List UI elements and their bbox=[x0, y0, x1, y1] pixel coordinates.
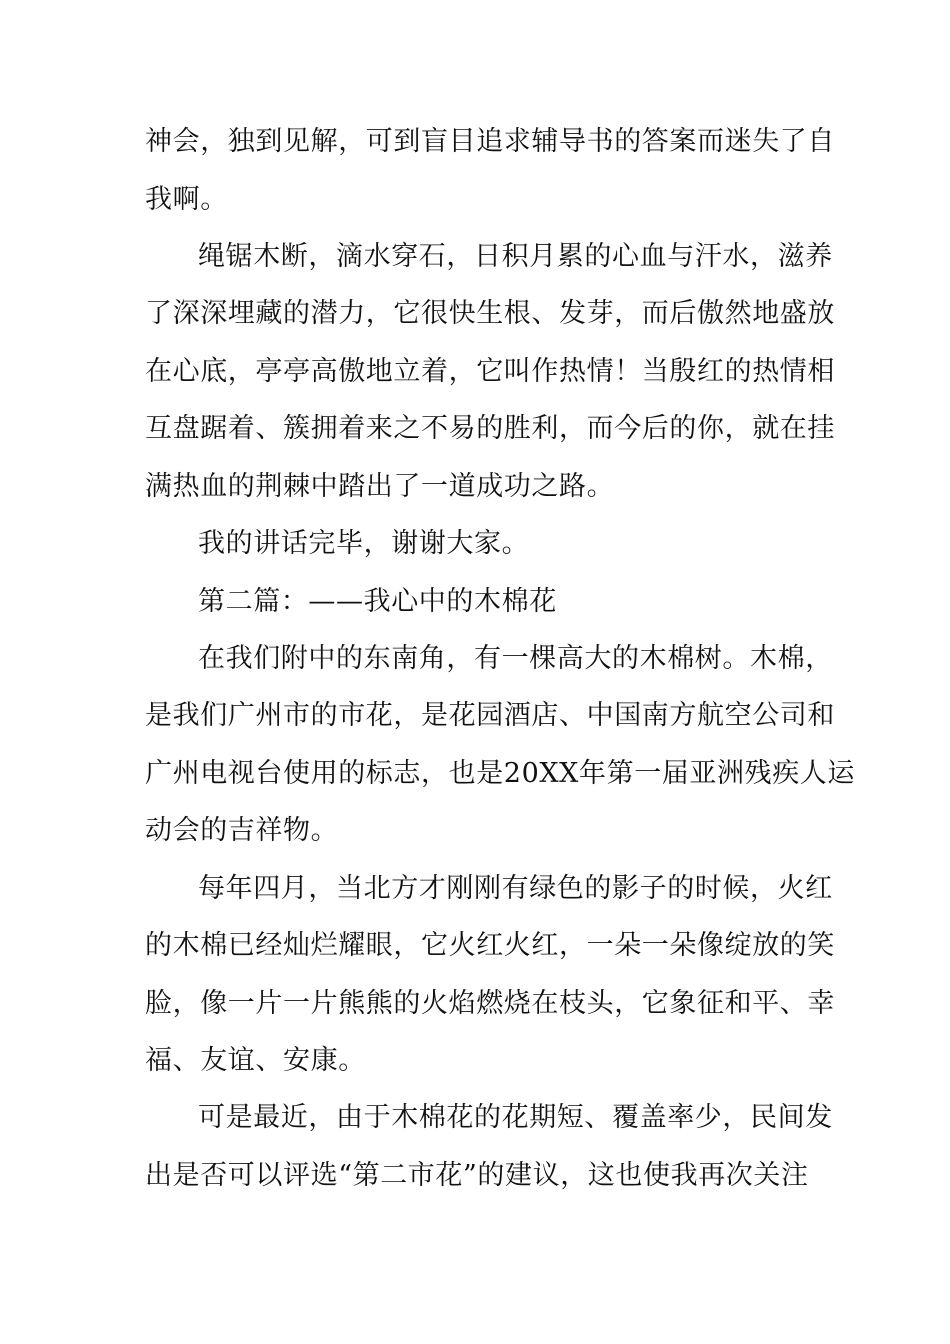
text-line: 动会的吉祥物。 bbox=[145, 815, 339, 846]
text-line: 的木棉已经灿烂耀眼，它火红火红，一朵一朵像绽放的笑 bbox=[145, 930, 835, 961]
text-line: 广州电视台使用的标志，也是20XX年第一届亚洲残疾人运 bbox=[145, 758, 855, 789]
text-line: 满热血的荆棘中踏出了一道成功之路。 bbox=[145, 471, 615, 502]
paragraph-first-line: 可是最近，由于木棉花的花期短、覆盖率少，民间发 bbox=[198, 1102, 833, 1133]
text-line: 出是否可以评选“第二市花”的建议，这也使我再次关注 bbox=[145, 1160, 809, 1191]
paragraph-first-line: 在我们附中的东南角，有一棵高大的木棉树。木棉， bbox=[198, 643, 833, 674]
closing-line: 我的讲话完毕，谢谢大家。 bbox=[198, 528, 530, 559]
paragraph-first-line: 每年四月，当北方才刚刚有绿色的影子的时候，火红 bbox=[198, 873, 833, 904]
text-line: 是我们广州市的市花，是花园酒店、中国南方航空公司和 bbox=[145, 700, 835, 731]
text-line: 在心底，亭亭高傲地立着，它叫作热情！当殷红的热情相 bbox=[145, 356, 835, 387]
text-line: 脸，像一片一片熊熊的火焰燃烧在枝头，它象征和平、幸 bbox=[145, 988, 835, 1019]
text-line: 神会，独到见解，可到盲目追求辅导书的答案而迷失了自 bbox=[145, 126, 835, 157]
text-line: 互盘踞着、簇拥着来之不易的胜利，而今后的你，就在挂 bbox=[145, 413, 835, 444]
text-line: 我啊。 bbox=[145, 184, 228, 215]
section-title: 第二篇：——我心中的木棉花 bbox=[198, 586, 557, 617]
text-line: 福、友谊、安康。 bbox=[145, 1045, 366, 1076]
paragraph-first-line: 绳锯木断，滴水穿石，日积月累的心血与汗水，滋养 bbox=[198, 241, 833, 272]
text-line: 了深深埋藏的潜力，它很快生根、发芽，而后傲然地盛放 bbox=[145, 298, 835, 329]
